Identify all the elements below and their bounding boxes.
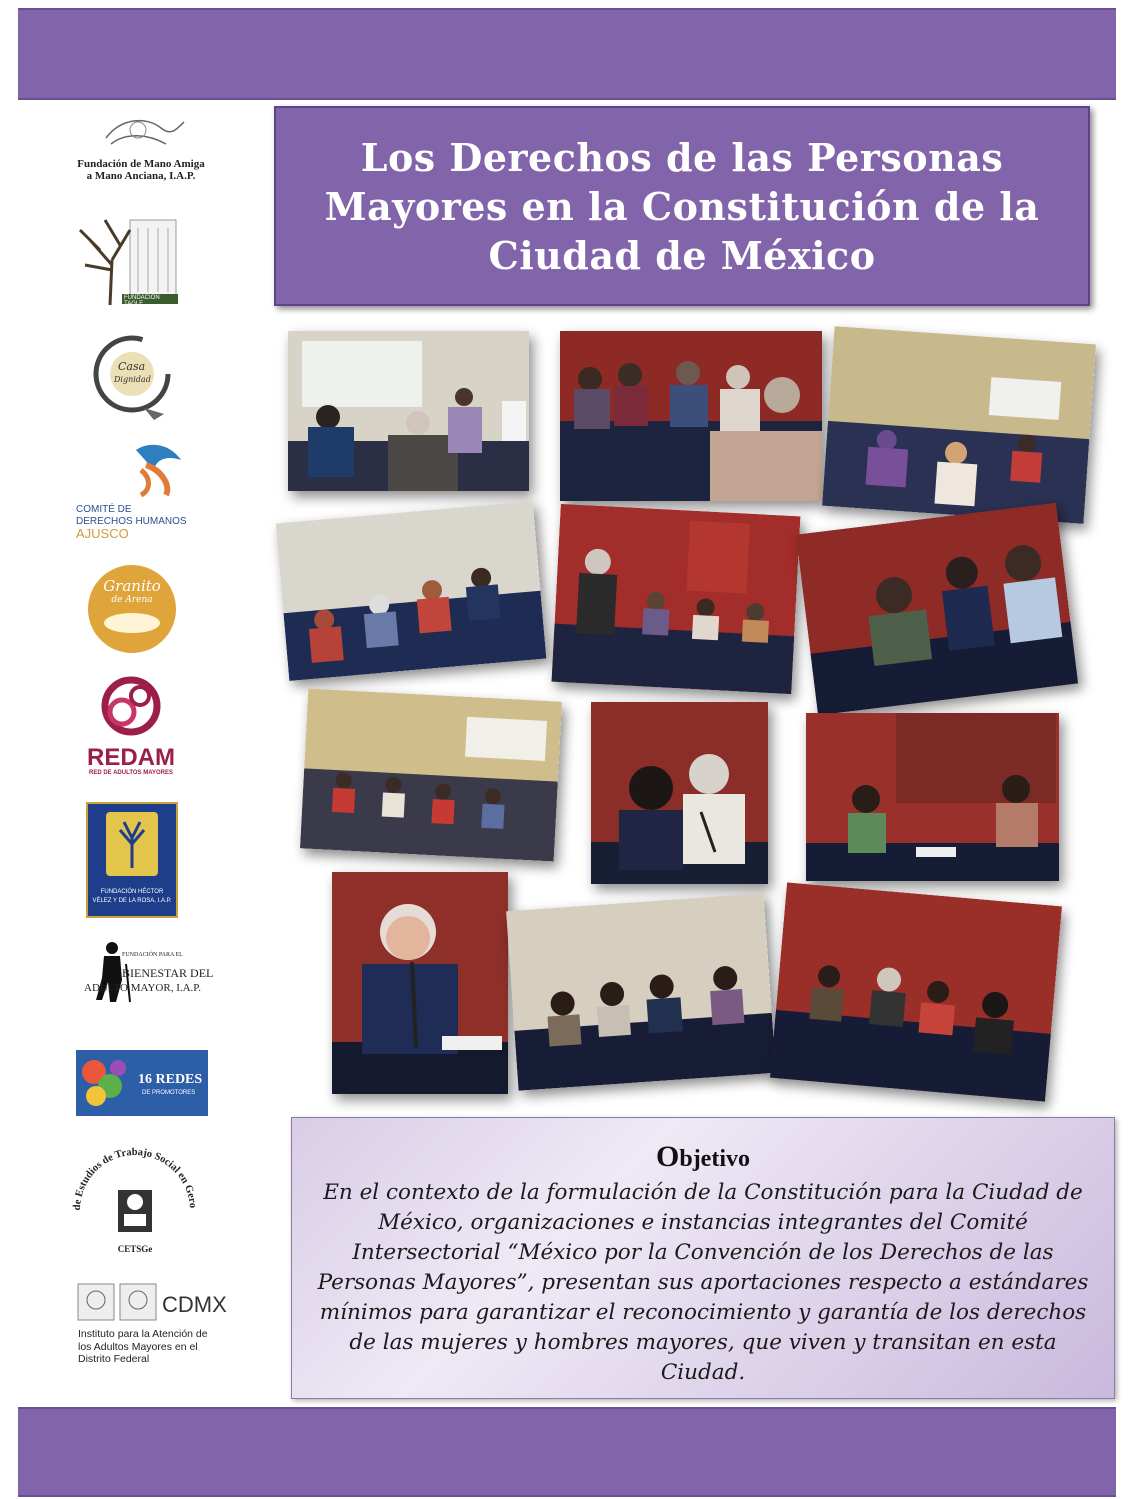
logo-cetsge [68,1140,202,1260]
photo-meeting-8 [591,702,768,884]
tree-emblem-icon [88,804,176,884]
casa-dignidad-icon [84,330,180,426]
title-line-1: Los Derechos de las Personas [360,134,1004,180]
logo-comite-ajusco [76,440,196,540]
objective-text: En el contexto de la formulación de la Constitución para la Ciudad de México, organizaciones e instancias integrantes del Comité Intersectorial “México por la Convención de los Derechos de las Personas Mayores”, presentan sus aportaciones respecto a estándares mínimos para garantizar el reconocimiento y garantía de los derechos de las mujeres y hombres mayores, que viven y transitan en esta Ciudad. [317,1180,1089,1385]
photo-meeting-7 [300,688,562,861]
logo-fundacion-tagle [70,210,180,314]
logo-bienestar-adulto-mayor [84,940,214,1020]
photo-meeting-5 [552,504,801,694]
photo-meeting-6 [796,503,1078,716]
cdmx-label: CDMX [162,1292,227,1317]
colorful-map-icon [76,1050,136,1116]
bienestar-line1: FUNDACIÓN PARA EL [122,952,183,958]
photo-meeting-2 [560,331,822,501]
photo-meeting-9 [806,713,1059,881]
photo-meeting-10 [332,872,508,1094]
title-box [274,106,1090,306]
logo-mano-amiga [66,108,216,188]
mano-amiga-line1: Fundación de Mano Amiga [77,158,205,170]
redes-sub: DE PROMOTORES [142,1090,196,1096]
ajusco-line3: AJUSCO [76,526,129,541]
photo-meeting-12 [770,882,1062,1101]
cetsge-seal-icon [68,1140,202,1240]
redes-label: 16 REDES [138,1072,203,1087]
inaam-line3: Distrito Federal [78,1353,150,1365]
tagle-label: FUNDACIÓN TAGLE [124,295,160,307]
ajusco-line1: COMITÉ DE [76,504,132,515]
cetsge-abbr: CETSGe [117,1244,153,1254]
bienestar-line3: ADULTO MAYOR, I.A.P. [84,982,201,994]
svg-text:Casa: Casa [118,360,146,373]
government-seals-icon [76,1282,166,1324]
redam-name: REDAM [87,744,175,771]
bottom-banner [18,1407,1116,1497]
redam-subtitle: RED DE ADULTOS MAYORES [88,770,173,776]
objective-heading [292,1140,1114,1174]
logo-casa-dignidad [84,330,180,426]
hector-line2: VÉLEZ Y DE LA ROSA, I.A.P. [92,898,172,904]
inaam-line1: Instituto para la Atención de [78,1328,208,1340]
bird-icon [76,440,186,500]
granito-line1: Granito [103,577,161,595]
title-line-2: Mayores en la Constitución de la [324,183,1040,229]
logo-redam [76,672,186,778]
svg-text:Dignidad: Dignidad [114,375,151,384]
title-line-3: Ciudad de México [488,232,876,278]
objective-heading-rest: bjetivo [679,1146,750,1172]
page-title [325,133,1040,280]
logo-granito-de-arena [84,563,180,659]
photo-meeting-3 [822,326,1096,524]
inaam-line2: los Adultos Mayores en el [78,1340,198,1353]
bienestar-line2: BIENESTAR DEL [122,966,214,980]
granito-line2: de Arena [111,595,153,605]
objective-heading-cap: O [656,1140,680,1173]
photo-meeting-11 [506,893,776,1091]
hands-icon [66,108,216,154]
mano-amiga-line2: a Mano Anciana, I.A.P. [86,170,196,182]
hector-line1: FUNDACIÓN HÉCTOR [100,889,164,895]
logo-hector-velez [86,802,178,918]
photo-meeting-1 [288,331,529,491]
top-banner [18,8,1116,100]
ajusco-line2: DERECHOS HUMANOS [76,516,187,527]
cetsge-arc-text: de Estudios de Trabajo Social en Gero [71,1146,199,1211]
photo-meeting-4 [276,501,547,681]
objective-box [291,1117,1115,1399]
redam-icon [76,672,186,742]
logo-16-redes [76,1050,208,1116]
logo-inaam-cdmx [76,1282,246,1372]
